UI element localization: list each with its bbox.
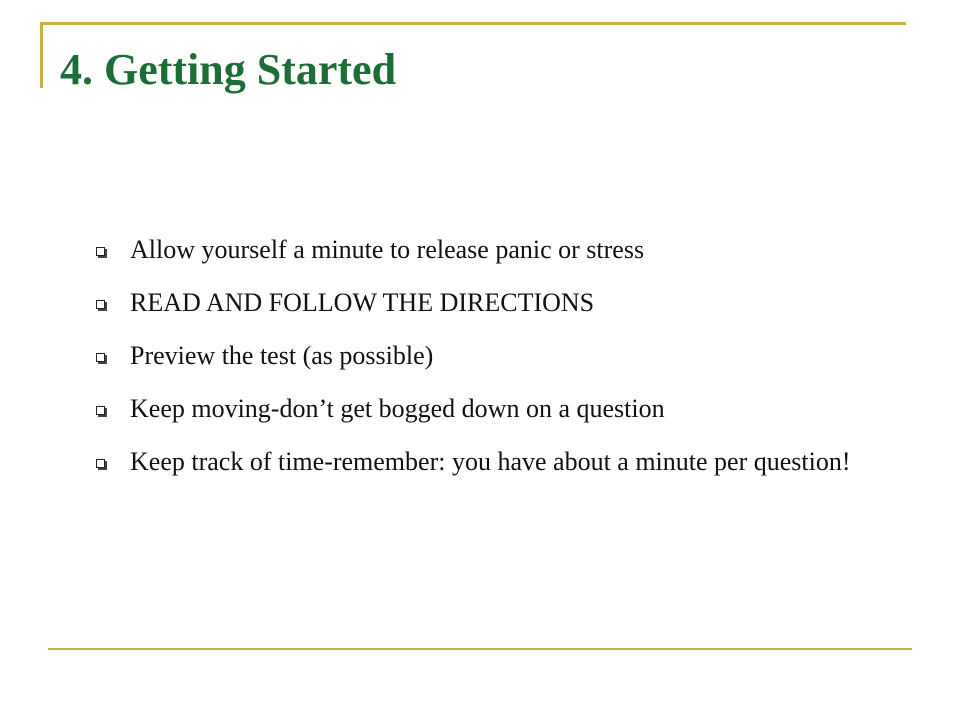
bullet-text: Preview the test (as possible) <box>130 341 434 370</box>
bottom-border-rule <box>48 648 912 650</box>
square-bullet-icon <box>96 353 105 362</box>
left-border-rule <box>40 22 43 88</box>
top-border-rule <box>40 22 906 25</box>
bullet-item <box>96 444 916 480</box>
bullet-item <box>96 338 916 374</box>
square-bullet-icon <box>96 300 105 309</box>
square-bullet-icon <box>96 406 105 415</box>
bullet-text: Keep track of time-remember: you have about a minute per question! <box>130 447 851 476</box>
bullet-text: Allow yourself a minute to release panic or stress <box>130 235 645 264</box>
bullet-list <box>96 232 916 480</box>
slide-title: 4. Getting Started <box>60 45 397 94</box>
bullet-text: Keep moving-don’t get bogged down on a question <box>130 394 665 423</box>
bullet-item <box>96 285 916 321</box>
bullet-item <box>96 391 916 427</box>
square-bullet-icon <box>96 459 105 468</box>
bullet-item <box>96 232 916 268</box>
square-bullet-icon <box>96 247 105 256</box>
bullet-text: READ AND FOLLOW THE DIRECTIONS <box>130 288 595 317</box>
